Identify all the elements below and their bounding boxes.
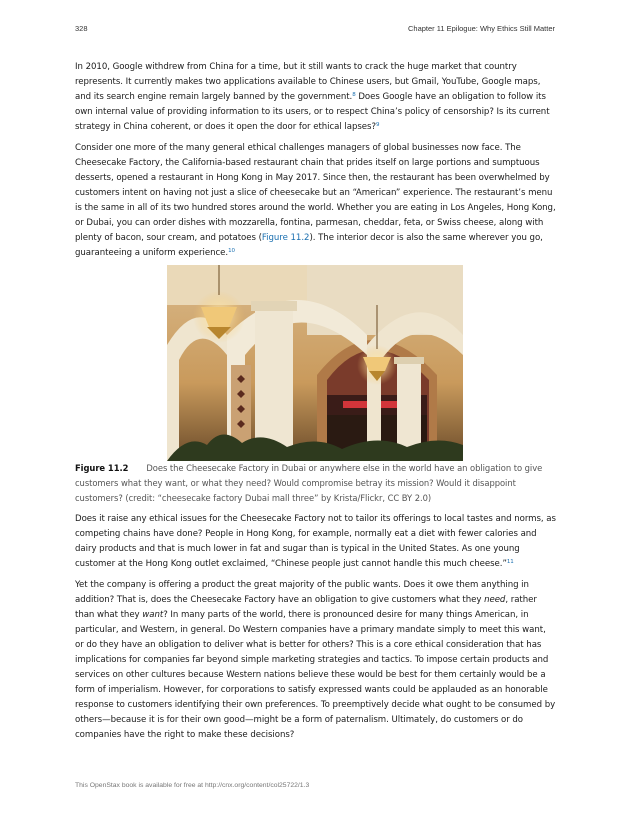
footnote-ref-9[interactable]: 9	[375, 121, 380, 128]
footnote-ref-10[interactable]: 10	[228, 247, 235, 254]
page-number: 328	[75, 24, 88, 33]
figure-link[interactable]: Figure 11.2	[261, 233, 310, 243]
paragraph-wants-needs: Yet the company is offering a product the great majority of the public wants. Does it owe them anything in addition? That is, does the Cheesecake Factory have an obligation to give customers what they need, rather than what they want? In many parts of the world, there is pronounced desire for many things American, in particular, and Western, in general. Do Western companies have a primary mandate simply to meet this want, or do they have an obligation to deliver what is better for others? This is a core ethical consideration that has implications for companies far beyond simple marketing strategies and tactics. To impose certain products and services on other cultures because Western nations believe these would be best for them certainly would be a form of imperialism. However, for corporations to satisfy expressed wants could be applauded as an honorable response to customers identifying their own preferences. To preemptively decide what ought to be consumed by others—because it is for their own good—might be a form of paternalism. Ultimately, do customers or do companies have the right to make these decisions?	[75, 580, 556, 740]
figure-label: Figure 11.2	[75, 463, 129, 473]
paragraph-google: In 2010, Google withdrew from China for a time, but it still wants to crack the huge market that country represents. It currently makes two applications available to Chinese users, but Gmail, YouTube, Google maps, and its search engine remain largely banned by the government.$^8$ Does Google have an obligation to follow its own internal value of providing information to its users, or to respect China’s policy of censorship? Is its current strategy in China coherent, or does it open the door for ethical lapses?$^9$	[75, 62, 550, 132]
footnote-ref-8[interactable]: 8	[352, 91, 356, 98]
restaurant-interior-photo	[167, 265, 463, 461]
paragraph-cheesecake: Consider one more of the many general ethical challenges managers of global businesses now face. The Cheesecake Factory, the California-based restaurant chain that prides itself on large portions and sumptuous desserts, opened a restaurant in Hong Kong in May 2017. Since then, the restaurant has been overwhelmed by customers intent on having not just a slice of cheesecake but an “American” experience. The restaurant’s menu is the same in all of its two hundred stores around the world. Whether you are eating in Los Angeles, Hong Kong, or Dubai, you can order dishes with mozzarella, fontina, parmesan, cheddar, feta, or Swiss cheese, along with plenty of bacon, sour cream, and potatoes (Figure 11.2). The interior decor is also the same wherever you go, guaranteeing a uniform experience.$^{10}$	[75, 143, 556, 258]
figure-caption: Figure 11.2 Does the Cheesecake Factory in Dubai or anywhere else in the world have an obligation to give customers what they want, or what they need? Would compromise betray its mission? Would it disappoint customers? (credit: “cheesecake factory Dubai mall three” by Krista/Flickr, CC BY 2.0)	[75, 463, 543, 503]
chapter-title: Chapter 11 Epilogue: Why Ethics Still Matter	[407, 24, 555, 33]
page-footer: This OpenStax book is available for free at http://cnx.org/content/col25722/1.3	[75, 782, 310, 789]
paragraph-ethical-issues: Does it raise any ethical issues for the Cheesecake Factory not to tailor its offerings to local tastes and norms, as competing chains have done? People in Hong Kong, for example, normally eat a diet with fewer calories and dairy products and that is much lower in fat and sugar than is typical in the United States. As one young customer at the Hong Kong outlet exclaimed, “Chinese people just cannot handle this much cheese.”$^{11}$	[75, 514, 556, 569]
figure-photo	[167, 265, 463, 461]
footnote-ref-11[interactable]: 11	[506, 558, 514, 565]
page-header	[75, 24, 555, 38]
page-body	[75, 60, 557, 749]
